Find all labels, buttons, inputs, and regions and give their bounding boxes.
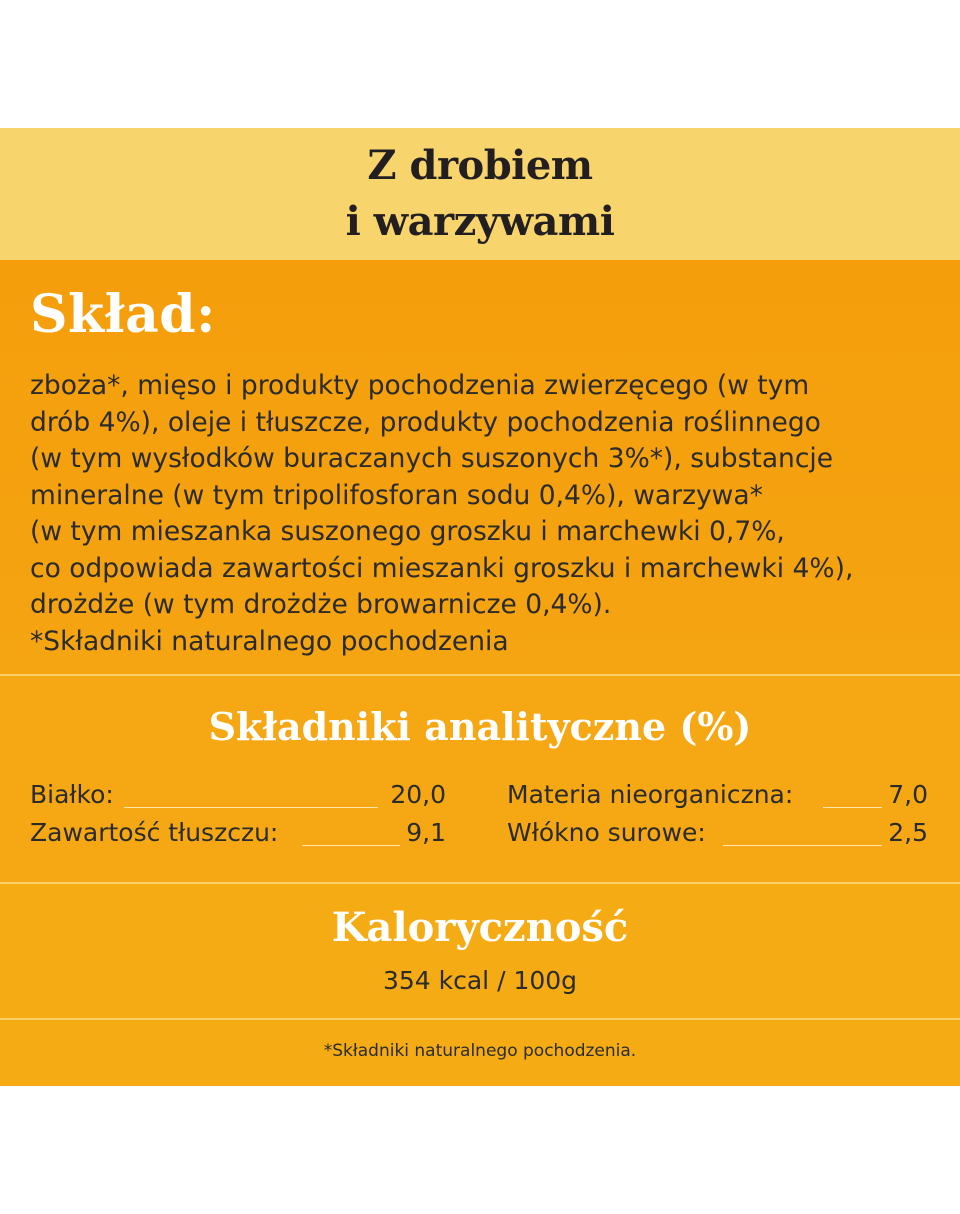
analytics-heading: Składniki analityczne (%) (208, 704, 752, 749)
leader-line (302, 845, 400, 846)
analytics-value: 20,0 (390, 780, 446, 809)
analytics-label: Włókno surowe: (507, 818, 706, 847)
composition-heading: Skład: (30, 284, 216, 345)
calories-heading: Kaloryczność (331, 904, 629, 951)
analytics-label: Białko: (30, 780, 114, 809)
product-title-line2: i warzywami (345, 198, 615, 245)
footnote-text: *Składniki naturalnego pochodzenia. (323, 1041, 637, 1061)
leader-line (124, 807, 378, 808)
footnote-section (0, 1020, 960, 1086)
analytics-row-ash (507, 780, 928, 816)
composition-section (0, 260, 960, 674)
leader-line (823, 807, 882, 808)
analytics-label: Zawartość tłuszczu: (30, 818, 279, 847)
analytics-label: Materia nieorganiczna: (507, 780, 794, 809)
analytics-value: 7,0 (888, 780, 928, 809)
analytics-value: 9,1 (406, 818, 446, 847)
analytics-section (0, 676, 960, 882)
product-title-line1: Z drobiem (367, 142, 593, 189)
composition-text: zboża*, mięso i produkty pochodzenia zwierzęcego (w tym drób 4%), oleje i tłuszcze, produkty pochodzenia roślinnego (w tym wysłodków buraczanych suszonych 3%*), substancje mineralne (w tym tripolifosforan sodu 0,4%), warzywa* (w tym mieszanka suszonego groszku i marchewki 0,7%, co odpowiada zawartości mieszanki groszku i marchewki 4%), drożdże (w tym drożdże browarnicze 0,4%). *Składniki naturalnego pochodzenia (30, 370, 854, 657)
title-band (0, 128, 960, 260)
leader-line (723, 845, 882, 846)
calories-section (0, 884, 960, 1018)
analytics-row-protein (30, 780, 446, 816)
analytics-row-fibre (507, 818, 928, 854)
analytics-row-fat (30, 818, 446, 854)
analytics-value: 2,5 (888, 818, 928, 847)
calories-value: 354 kcal / 100g (382, 966, 578, 995)
